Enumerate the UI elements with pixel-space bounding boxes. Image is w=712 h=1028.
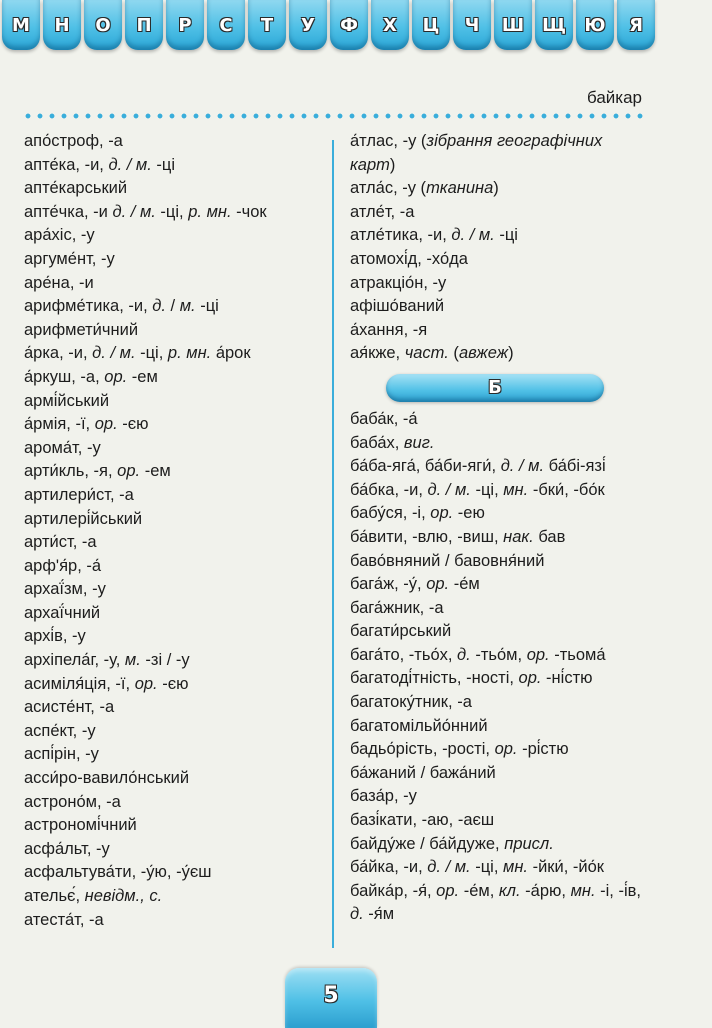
dictionary-entry xyxy=(24,531,324,555)
entry-text: аргуме́нт, -у xyxy=(24,249,115,268)
dictionary-entry xyxy=(24,413,324,437)
entry-grammar-note: д. xyxy=(457,645,471,664)
entry-grammar-note: м. xyxy=(124,651,141,670)
entry-text: асиміля́ція, -ї, xyxy=(24,674,135,693)
dictionary-entry xyxy=(24,224,324,248)
dictionary-entry xyxy=(350,667,650,691)
entry-text: -ці xyxy=(494,226,518,245)
column-divider xyxy=(332,140,334,948)
entry-text: арти́ст, -а xyxy=(24,533,97,552)
entry-text: -ні́стю xyxy=(541,669,593,688)
entry-text: -бки́, -бо́к xyxy=(528,480,605,499)
dictionary-entry xyxy=(350,597,650,621)
entry-text: асисте́нт, -а xyxy=(24,698,115,717)
entry-text: -ці xyxy=(151,155,176,174)
entry-text: арома́т, -у xyxy=(24,438,101,457)
alphabet-tab xyxy=(2,0,40,50)
dictionary-entry xyxy=(350,762,650,786)
entry-text: -тьо́м, xyxy=(470,645,527,664)
dictionary-entry xyxy=(350,833,650,857)
entry-text: -зі / -у xyxy=(140,651,190,670)
entry-text: арф'я́р, -а́ xyxy=(24,556,102,575)
entry-text: архаї́чний xyxy=(24,603,101,622)
entry-text: атомохі́д, -хо́да xyxy=(350,249,468,268)
dictionary-entry xyxy=(350,455,650,479)
entry-grammar-note: мн. xyxy=(503,858,528,877)
entry-text: архі́в, -у xyxy=(24,627,86,646)
entry-text: ) xyxy=(508,344,514,363)
entry-text: -ці, xyxy=(470,858,504,877)
entry-text: ба́йка, -и, xyxy=(350,858,428,877)
dictionary-entry xyxy=(24,484,324,508)
entry-text: ба́бка, -и, xyxy=(350,480,428,499)
entry-grammar-note: д. / м. xyxy=(500,457,545,476)
dictionary-entry xyxy=(24,319,324,343)
entry-text: арти́кль, -я, xyxy=(24,462,118,481)
entry-text: асси́ро-вавило́нський xyxy=(24,769,190,788)
dictionary-entry xyxy=(24,649,324,673)
entry-text: архаї́зм, -у xyxy=(24,580,106,599)
alphabet-tab-letter: О xyxy=(95,14,111,36)
dictionary-entry xyxy=(24,201,324,225)
entry-text: -рі́стю xyxy=(517,740,569,759)
dictionary-entry xyxy=(350,526,650,550)
alphabet-tab-letter: Ц xyxy=(422,14,440,36)
entry-text: -ці, xyxy=(135,344,168,363)
entry-text: апте́ка, -и, xyxy=(24,155,109,174)
dictionary-entry xyxy=(24,602,324,626)
entry-text: а́рмія, -ї, xyxy=(24,415,95,434)
entry-grammar-note: д. / м. xyxy=(427,480,471,499)
alphabet-tab xyxy=(576,0,614,50)
entry-text: -я́м xyxy=(363,905,395,924)
entry-text: / xyxy=(165,297,180,316)
dictionary-entry xyxy=(350,342,650,366)
dictionary-entry xyxy=(24,177,324,201)
alphabet-tab-letter: Ч xyxy=(464,14,480,36)
dictionary-entry xyxy=(350,201,650,225)
entry-grammar-note: д. / м. xyxy=(112,202,156,221)
entry-text: арифмети́чний xyxy=(24,320,139,339)
entry-grammar-note: д. xyxy=(350,905,364,924)
entry-text: -єю xyxy=(157,674,189,693)
entry-grammar-note: мн. xyxy=(503,480,529,499)
entry-text: апте́карський xyxy=(24,179,128,198)
entry-text: бабу́ся, -і, xyxy=(350,504,431,523)
entry-text: баво́вняний / бавовня́ний xyxy=(350,551,545,570)
dictionary-entry xyxy=(350,408,650,432)
dictionary-entry xyxy=(24,814,324,838)
entry-text: базі́кати, -аю, -аєш xyxy=(350,811,495,830)
alphabet-tab-letter: Н xyxy=(54,14,70,36)
alphabet-tab-letter: Щ xyxy=(542,14,566,36)
dictionary-entry xyxy=(350,644,650,668)
alphabet-tab-letter: Ю xyxy=(584,14,606,36)
entry-grammar-note: ор. xyxy=(494,740,518,759)
page-number: 5 xyxy=(323,982,339,1008)
entry-text: аспе́кт, -у xyxy=(24,721,96,740)
entry-text: -тьома́ xyxy=(549,645,606,664)
entry-text: -єю xyxy=(117,415,149,434)
dictionary-entry xyxy=(24,248,324,272)
entry-text: ( xyxy=(448,344,459,363)
alphabet-tab-letter: М xyxy=(12,14,30,36)
entry-text: ба́бі-язі́ xyxy=(544,457,606,476)
entry-grammar-note: нак. xyxy=(503,527,534,546)
alphabet-tab xyxy=(289,0,327,50)
entry-text: -ці, xyxy=(470,480,504,499)
dictionary-entry xyxy=(24,909,324,933)
entry-text: ба́вити, -влю, -виш, xyxy=(350,527,504,546)
dictionary-entry xyxy=(24,342,324,366)
entry-grammar-note: д. / м. xyxy=(92,344,136,363)
entry-text: -і, -і́в, xyxy=(595,881,641,900)
entry-text: -ці, xyxy=(155,202,189,221)
entry-text: багати́рський xyxy=(350,622,452,641)
entry-text: артилері́йський xyxy=(24,509,143,528)
dictionary-entry xyxy=(350,248,650,272)
dictionary-entry xyxy=(350,738,650,762)
entry-text: -е́м, xyxy=(459,881,499,900)
entry-grammar-note: виг. xyxy=(403,433,435,452)
entry-text: а́рка, -и, xyxy=(24,344,93,363)
entry-text: бага́жник, -а xyxy=(350,598,444,617)
left-column xyxy=(24,130,324,932)
dictionary-entry xyxy=(24,767,324,791)
alphabet-tab-letter: С xyxy=(219,14,233,36)
entry-text: бав xyxy=(533,527,566,546)
entry-text: -ці xyxy=(195,297,219,316)
alphabet-tab xyxy=(248,0,286,50)
entry-text: -е́м xyxy=(449,575,480,594)
entry-text: асфальтува́ти, -у́ю, -у́єш xyxy=(24,863,212,882)
alphabet-tab xyxy=(166,0,204,50)
dictionary-entry xyxy=(24,625,324,649)
alphabet-tab-letter: Я xyxy=(629,14,643,36)
entry-grammar-note: част. xyxy=(404,344,449,363)
dictionary-entry xyxy=(350,272,650,296)
entry-text: ба́жаний / бажа́ний xyxy=(350,763,496,782)
entry-grammar-note: зібрання географічних карт xyxy=(350,132,603,174)
entry-text: байка́р, -я́, xyxy=(350,881,437,900)
entry-text: багатоку́тник, -а xyxy=(350,693,472,712)
entry-text: багатоді́тність, -ності, xyxy=(350,669,519,688)
dictionary-entry xyxy=(24,295,324,319)
entry-text: а́рок xyxy=(211,344,251,363)
dictionary-entry xyxy=(350,809,650,833)
right-column xyxy=(350,130,650,927)
entry-grammar-note: р. мн. xyxy=(167,344,212,363)
dictionary-entry xyxy=(350,691,650,715)
dictionary-entry xyxy=(24,460,324,484)
entry-text: база́р, -у xyxy=(350,787,417,806)
alphabet-tab xyxy=(453,0,491,50)
alphabet-tab xyxy=(412,0,450,50)
entry-text: аспі́рін, -у xyxy=(24,745,99,764)
entry-text: -ем xyxy=(140,462,171,481)
entry-grammar-note: ор. xyxy=(426,575,450,594)
entry-text: армі́йський xyxy=(24,391,110,410)
entry-text: ) xyxy=(493,179,499,198)
alphabet-tab-letter: У xyxy=(301,14,315,36)
entry-text: бадьо́рість, -рості, xyxy=(350,740,495,759)
alphabet-tab xyxy=(207,0,245,50)
entry-grammar-note: ор. xyxy=(436,881,460,900)
entry-text: ательє́, xyxy=(24,887,85,905)
entry-text: атла́с, -у ( xyxy=(350,179,427,198)
entry-grammar-note: тканина xyxy=(426,179,494,198)
alphabet-tab-letter: Т xyxy=(260,14,274,36)
entry-grammar-note: ор. xyxy=(104,367,128,386)
entry-text: -йки́, -йо́к xyxy=(528,858,605,877)
running-header-word: байкар xyxy=(586,88,642,107)
entry-grammar-note: ор. xyxy=(117,462,141,481)
entry-grammar-note: авжеж xyxy=(458,344,509,363)
alphabet-tab xyxy=(125,0,163,50)
entry-text: а́тлас, -у ( xyxy=(350,132,427,150)
alphabet-tab xyxy=(330,0,368,50)
dictionary-entry xyxy=(24,838,324,862)
dictionary-entry xyxy=(24,154,324,178)
entry-grammar-note: присл. xyxy=(504,834,554,853)
alphabet-tab xyxy=(371,0,409,50)
dictionary-entry xyxy=(350,319,650,343)
dictionary-entry xyxy=(350,880,650,927)
dictionary-entry xyxy=(24,272,324,296)
entry-grammar-note: мн. xyxy=(570,881,596,900)
dictionary-entry xyxy=(24,578,324,602)
entry-text: афішо́ваний xyxy=(350,297,445,316)
dictionary-entry xyxy=(24,390,324,414)
dictionary-entry xyxy=(350,130,650,177)
entry-grammar-note: д. xyxy=(152,297,166,316)
dictionary-entry xyxy=(350,550,650,574)
dictionary-entry xyxy=(24,437,324,461)
dictionary-entry xyxy=(350,224,650,248)
entry-text: атракціо́н, -у xyxy=(350,273,447,292)
dictionary-entry xyxy=(24,555,324,579)
entry-text: артилери́ст, -а xyxy=(24,485,134,504)
entry-text: атеста́т, -а xyxy=(24,910,104,929)
entry-grammar-note: ор. xyxy=(94,415,118,434)
section-letter-bar xyxy=(386,374,604,402)
alphabet-tab-letter: Х xyxy=(383,14,397,36)
dictionary-entry xyxy=(350,620,650,644)
entry-text: атле́тика, -и, xyxy=(350,226,452,245)
entry-text: архіпела́г, -у, xyxy=(24,651,125,670)
entry-grammar-note: д. / м. xyxy=(427,858,471,877)
alphabet-tab-letter: Р xyxy=(178,14,192,36)
dictionary-entry xyxy=(24,885,324,909)
entry-text: асфа́льт, -у xyxy=(24,839,110,858)
entry-text: а́ркуш, -а, xyxy=(24,367,105,386)
dictionary-entry xyxy=(350,856,650,880)
dictionary-entry xyxy=(350,479,650,503)
dictionary-entry xyxy=(350,502,650,526)
alphabet-tabs xyxy=(0,0,712,62)
entry-grammar-note: д. / м. xyxy=(451,226,495,245)
entry-text: баба́х, xyxy=(350,433,404,452)
dictionary-entry xyxy=(350,432,650,456)
entry-text: бага́то, -тьо́х, xyxy=(350,645,458,664)
entry-grammar-note: кл. xyxy=(498,881,521,900)
entry-text: ара́хіс, -у xyxy=(24,226,95,245)
alphabet-tab-letter: Ф xyxy=(340,14,358,36)
dictionary-entry xyxy=(24,696,324,720)
dictionary-entry xyxy=(24,743,324,767)
entry-grammar-note: р. мн. xyxy=(188,202,232,221)
entry-text: а́хання, -я xyxy=(350,320,428,339)
entry-text: апте́чка, -и xyxy=(24,202,113,221)
entry-grammar-note: невідм., с. xyxy=(84,887,163,905)
entry-text: атле́т, -а xyxy=(350,202,415,221)
alphabet-tab-letter: П xyxy=(136,14,152,36)
dictionary-entry xyxy=(350,177,650,201)
alphabet-tab xyxy=(617,0,655,50)
entry-text: апо́строф, -а xyxy=(24,132,123,150)
entry-grammar-note: м. xyxy=(179,297,196,316)
entry-text: бага́ж, -у́, xyxy=(350,575,427,594)
entry-text: -ем xyxy=(127,367,158,386)
entry-grammar-note: ор. xyxy=(430,504,454,523)
dictionary-entry xyxy=(350,573,650,597)
dictionary-entry xyxy=(350,785,650,809)
entry-text: -а́рю, xyxy=(520,881,571,900)
dictionary-entry xyxy=(24,366,324,390)
dictionary-entry xyxy=(24,720,324,744)
alphabet-tab xyxy=(43,0,81,50)
alphabet-tab-letter: Ш xyxy=(501,14,525,36)
alphabet-tab xyxy=(494,0,532,50)
alphabet-tab xyxy=(84,0,122,50)
entry-text: арифме́тика, -и, xyxy=(24,297,153,316)
entry-text: астроно́м, -а xyxy=(24,792,121,811)
dictionary-entry xyxy=(350,715,650,739)
dictionary-entry xyxy=(24,673,324,697)
entry-grammar-note: ор. xyxy=(526,645,550,664)
dictionary-entry xyxy=(24,791,324,815)
entry-text: ая́кже, xyxy=(350,344,405,363)
entry-text: -чок xyxy=(231,202,267,221)
dotted-rule xyxy=(22,113,644,119)
entry-grammar-note: ор. xyxy=(134,674,158,693)
page-number-tab xyxy=(285,968,377,1028)
entry-text: баба́к, -а́ xyxy=(350,409,418,428)
dictionary-entry xyxy=(24,130,324,154)
entry-text: -ею xyxy=(453,504,485,523)
entry-text: астрономі́чний xyxy=(24,816,137,835)
entry-text: ба́ба-яга́, ба́би-яги́, xyxy=(350,457,501,476)
entry-text: аре́на, -и xyxy=(24,273,94,292)
dictionary-entry xyxy=(24,861,324,885)
dictionary-entry xyxy=(350,295,650,319)
entry-grammar-note: д. / м. xyxy=(108,155,152,174)
alphabet-tab xyxy=(535,0,573,50)
dictionary-entry xyxy=(24,508,324,532)
entry-text: ) xyxy=(389,155,396,174)
section-letter: Б xyxy=(488,377,502,399)
entry-grammar-note: ор. xyxy=(518,669,542,688)
entry-text: байду́же / ба́йдуже, xyxy=(350,834,505,853)
entry-text: багатомільйо́нний xyxy=(350,716,488,735)
